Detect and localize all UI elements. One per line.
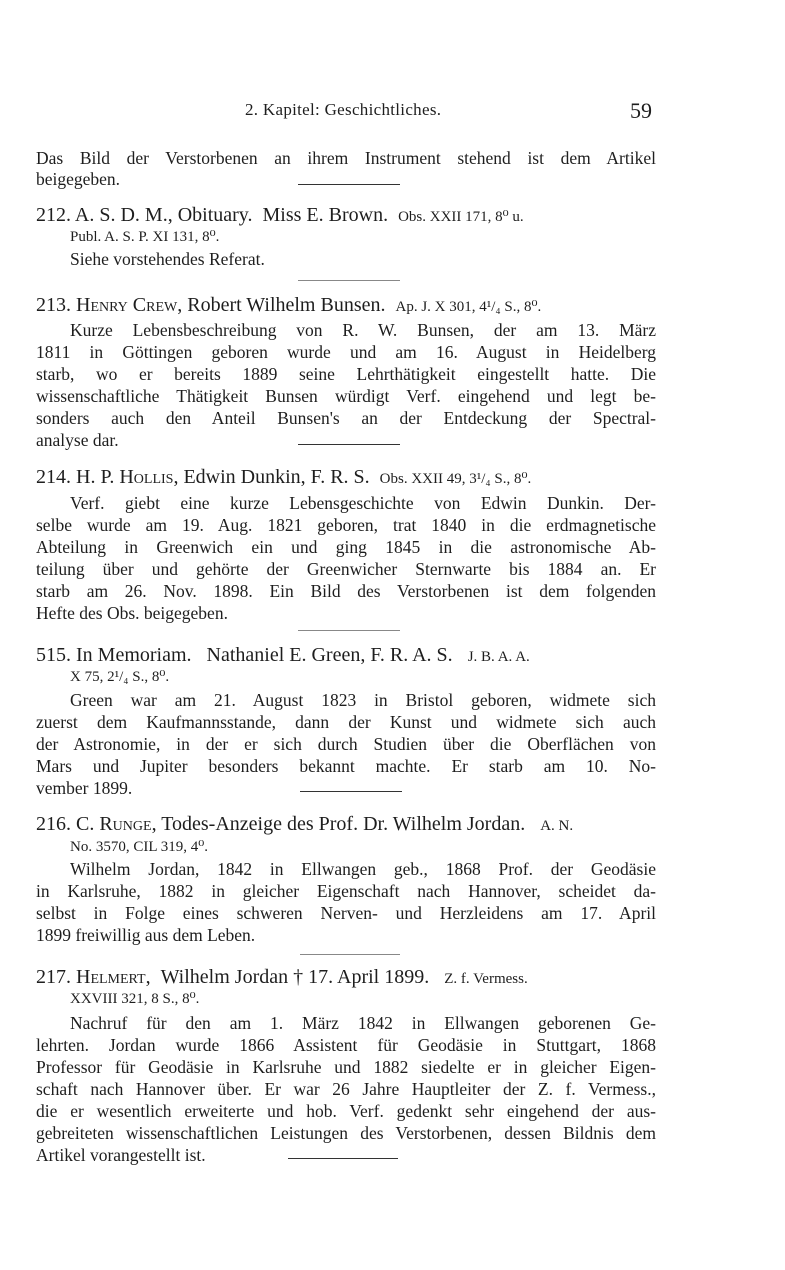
entry-author: H. P. Hollis, <box>76 466 179 488</box>
entry-number: 212. <box>36 204 71 226</box>
entry-heading-213 <box>36 294 656 318</box>
entry-number: 213. <box>36 294 71 316</box>
separator-rule <box>298 630 400 631</box>
entry-reference: J. B. A. A. <box>467 649 530 665</box>
entry-text-line: Hefte des Obs. beigegeben. <box>36 603 228 623</box>
entry-title: Miss E. Brown. <box>262 204 389 226</box>
page-number: 59 <box>630 98 652 123</box>
entry-title: Nathaniel E. Green, F. R. A. S. <box>206 644 453 666</box>
entry-number: 214. <box>36 466 71 488</box>
separator-rule <box>298 444 400 445</box>
entry-heading-216 <box>36 813 656 837</box>
entry-author: Henry Crew, <box>76 294 183 316</box>
entry-text-line: gebreiteten wissenschaftlichen Leistungen des Verstorbenen, dessen Bildnis dem <box>36 1123 656 1143</box>
separator-rule <box>300 791 402 792</box>
entry-text-line: wissenschaftliche Thätigkeit Bunsen würdigt Verf. eingehend und legt be- <box>36 386 656 406</box>
intro-line: beigegeben. <box>36 169 121 189</box>
entry-text-line: Professor für Geodäsie in Karlsruhe und 1882 siedelte er in gleicher Eigen- <box>36 1057 656 1077</box>
entry-text-line: starb am 26. Nov. 1898. Ein Bild des Verstorbenen ist dem folgenden <box>36 581 656 601</box>
entry-text-line: Mars und Jupiter besonders bekannt machte. Er starb am 10. No- <box>36 756 656 776</box>
intro-line: Das Bild der Verstorbenen an ihrem Instrument stehend ist dem Artikel <box>36 148 656 168</box>
entry-author: Helmert, <box>76 966 151 988</box>
running-header <box>0 98 785 122</box>
entry-text-line: Abteilung in Greenwich ein und ging 1845 in die astronomische Ab- <box>36 537 656 557</box>
entry-text-line: Green war am 21. August 1823 in Bristol geboren, widmete sich <box>70 690 656 710</box>
entry-text-line: Wilhelm Jordan, 1842 in Ellwangen geb., 1868 Prof. der Geodäsie <box>70 859 656 879</box>
entry-reference-cont: XXVIII 321, 8 S., 8⁰. <box>70 991 200 1007</box>
entry-text-line: zuerst dem Kaufmannsstande, dann der Kunst und widmete sich auch <box>36 712 656 732</box>
entry-number: 216. <box>36 813 71 835</box>
entry-text-line: Nachruf für den am 1. März 1842 in Ellwangen geborenen Ge- <box>70 1013 656 1033</box>
separator-rule <box>298 184 400 185</box>
entry-text-line: lehrten. Jordan wurde 1866 Assistent für Geodäsie in Stuttgart, 1868 <box>36 1035 656 1055</box>
entry-text-line: selbst in Folge eines schweren Nerven- und Herzleidens am 17. April <box>36 903 656 923</box>
entry-text-line: die er wesentlich erweiterte und hob. Verf. gedenkt sehr eingehend der aus- <box>36 1101 656 1121</box>
entry-heading-515 <box>36 644 656 668</box>
entry-reference: Obs. XXII 171, 8⁰ u. <box>398 209 524 225</box>
entry-author: C. Runge, <box>76 813 157 835</box>
entry-heading-212 <box>36 204 656 228</box>
entry-number: 217. <box>36 966 71 988</box>
entry-text-line: 1811 in Göttingen geboren wurde und am 16. August in Heidelberg <box>36 342 656 362</box>
entry-title: Todes-Anzeige des Prof. Dr. Wilhelm Jordan. <box>161 813 526 835</box>
entry-title: Wilhelm Jordan † 17. April 1899. <box>160 966 430 988</box>
entry-reference: A. N. <box>540 818 574 834</box>
entry-reference-cont: No. 3570, CIL 319, 4⁰. <box>70 839 208 855</box>
entry-author: A. S. D. M., Obituary. <box>74 204 253 226</box>
entry-text-line: Siehe vorstehendes Referat. <box>70 249 265 269</box>
entry-author: In Memoriam. <box>76 644 192 666</box>
entry-heading-217 <box>36 966 656 990</box>
entry-reference-cont: X 75, 2¹/₄ S., 8⁰. <box>70 669 170 685</box>
entry-text-line: der Astronomie, in der er sich durch Studien über die Oberflächen von <box>36 734 656 754</box>
separator-rule <box>298 280 400 281</box>
entry-reference: Z. f. Vermess. <box>444 971 528 987</box>
entry-text-line: Artikel vorangestellt ist. <box>36 1145 206 1165</box>
separator-rule <box>300 954 400 955</box>
separator-rule <box>288 1158 398 1159</box>
entry-text-line: analyse dar. <box>36 430 119 450</box>
entry-heading-214 <box>36 466 656 490</box>
chapter-title: 2. Kapitel: Geschichtliches. <box>245 100 442 119</box>
entry-title: Edwin Dunkin, F. R. S. <box>183 466 370 488</box>
entry-reference-cont: Publ. A. S. P. XI 131, 8⁰. <box>70 229 220 245</box>
entry-reference: Ap. J. X 301, 4¹/₄ S., 8⁰. <box>395 299 542 315</box>
entry-text-line: Kurze Lebensbeschreibung von R. W. Bunsen, der am 13. März <box>70 320 656 340</box>
entry-text-line: sonders auch den Anteil Bunsen's an der Entdeckung der Spectral- <box>36 408 656 428</box>
entry-text-line: schaft nach Hannover über. Er war 26 Jahre Hauptleiter der Z. f. Vermess., <box>36 1079 656 1099</box>
entry-reference: Obs. XXII 49, 3¹/₄ S., 8⁰. <box>379 471 532 487</box>
entry-text-line: in Karlsruhe, 1882 in gleicher Eigenschaft nach Hannover, scheidet da- <box>36 881 656 901</box>
entry-text-line: selbe wurde am 19. Aug. 1821 geboren, trat 1840 in die erdmagnetische <box>36 515 656 535</box>
entry-title: Robert Wilhelm Bunsen. <box>187 294 386 316</box>
entry-number: 515. <box>36 644 71 666</box>
entry-text-line: 1899 freiwillig aus dem Leben. <box>36 925 256 945</box>
entry-text-line: starb, wo er bereits 1889 seine Lehrthätigkeit eingestellt hatte. Die <box>36 364 656 384</box>
entry-text-line: vember 1899. <box>36 778 133 798</box>
entry-text-line: teilung über und gehörte der Greenwicher Sternwarte bis 1884 an. Er <box>36 559 656 579</box>
entry-text-line: Verf. giebt eine kurze Lebensgeschichte von Edwin Dunkin. Der- <box>70 493 656 513</box>
